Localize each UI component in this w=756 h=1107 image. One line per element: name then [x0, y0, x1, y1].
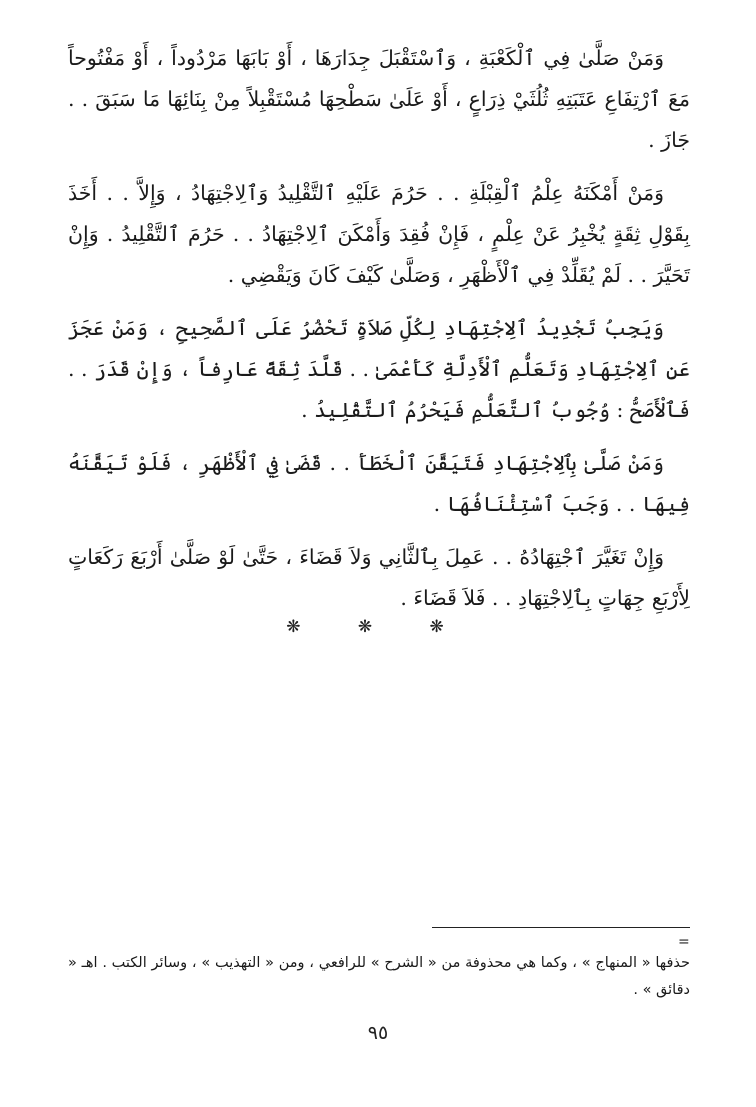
paragraph-changed-ijtihad: وَإِنْ تَغَيَّرَ ٱجْتِهَادُهُ . . عَمِلَ بِٱلثَّانِي وَلاَ قَضَاءَ ، حَتَّىٰ لَوْ صَلَّىٰ أَرْبَعَ رَكَعَاتٍ لِأَرْبَعِ جِهَاتٍ بِٱلِاجْتِهَادِ . . فَلاَ قَضَاءَ .	[68, 545, 690, 610]
paragraph-renewing-ijtihad: وَيَجِبُ تَجْدِيدُ ٱلِاجْتِهَادِ لِكُلِّ صَلاَةٍ تَحْضُرُ عَلَى ٱلصَّحِيحِ ، وَمَنْ عَجَزَ عَنِ ٱلِاجْتِهَادِ وَتَعَلُّمِ ٱلْأَدِلَّةِ كَأَعْمَىٰ . . قَلَّدَ ثِقَةً عَارِفاً ، وَإِنْ قَدَرَ . . فَٱلْأَصَحُّ : وُجُوبُ ٱلتَّعَلُّمِ فَيَحْرُمُ ٱلتَّقْلِيدُ .	[68, 316, 690, 422]
page-number: ٩٥	[367, 1022, 389, 1044]
footnote-text: حذفها « المنهاج » ، وكما هي محذوفة من « الشرح » للرافعي ، ومن « التهذيب » ، وسائر الكتب . اهـ « دقائق » .	[68, 955, 690, 998]
footnote-divider	[432, 927, 690, 928]
main-text	[68, 38, 690, 631]
paragraph-kaaba: وَمَنْ صَلَّىٰ فِي ٱلْكَعْبَةِ ، وَٱسْتَقْبَلَ جِدَارَهَا ، أَوْ بَابَهَا مَرْدُوداً ، أَوْ مَفْتُوحاً مَعَ ٱرْتِفَاعِ عَتَبَتِهِ ثُلُثَيْ ذِرَاعٍ ، أَوْ عَلَىٰ سَطْحِهَا مُسْتَقْبِلاً مِنْ بِنَائِهَا مَا سَبَقَ . . جَازَ .	[68, 46, 690, 152]
section-separator: ❋ ❋ ❋	[286, 617, 470, 637]
paragraph-knowing-qibla: وَمَنْ أَمْكَنَهُ عِلْمُ ٱلْقِبْلَةِ . . حَرُمَ عَلَيْهِ ٱلتَّقْلِيدُ وَٱلِاجْتِهَادُ ، وَإِلاَّ . . أَخَذَ بِقَوْلِ ثِقَةٍ يُخْبِرُ عَنْ عِلْمٍ ، فَإِنْ فُقِدَ وَأَمْكَنَ ٱلِاجْتِهَادُ . . حَرُمَ ٱلتَّقْلِيدُ . وَإِنْ تَحَيَّرَ . . لَمْ يُقَلِّدْ فِي ٱلْأَظْهَرِ ، وَصَلَّىٰ كَيْفَ كَانَ وَيَقْضِي .	[68, 181, 690, 287]
paragraph-certain-error: وَمَنْ صَلَّىٰ بِٱلِاجْتِهَادِ فَتَيَقَّنَ ٱلْخَطَأَ . . قَضَىٰ فِي ٱلْأَظْهَرِ ، فَلَوْ تَيَقَّنَهُ فِيهَا . . وَجَبَ ٱسْتِئْنَافُهَا .	[68, 451, 690, 516]
footnote-continuation-mark: =	[678, 934, 690, 950]
